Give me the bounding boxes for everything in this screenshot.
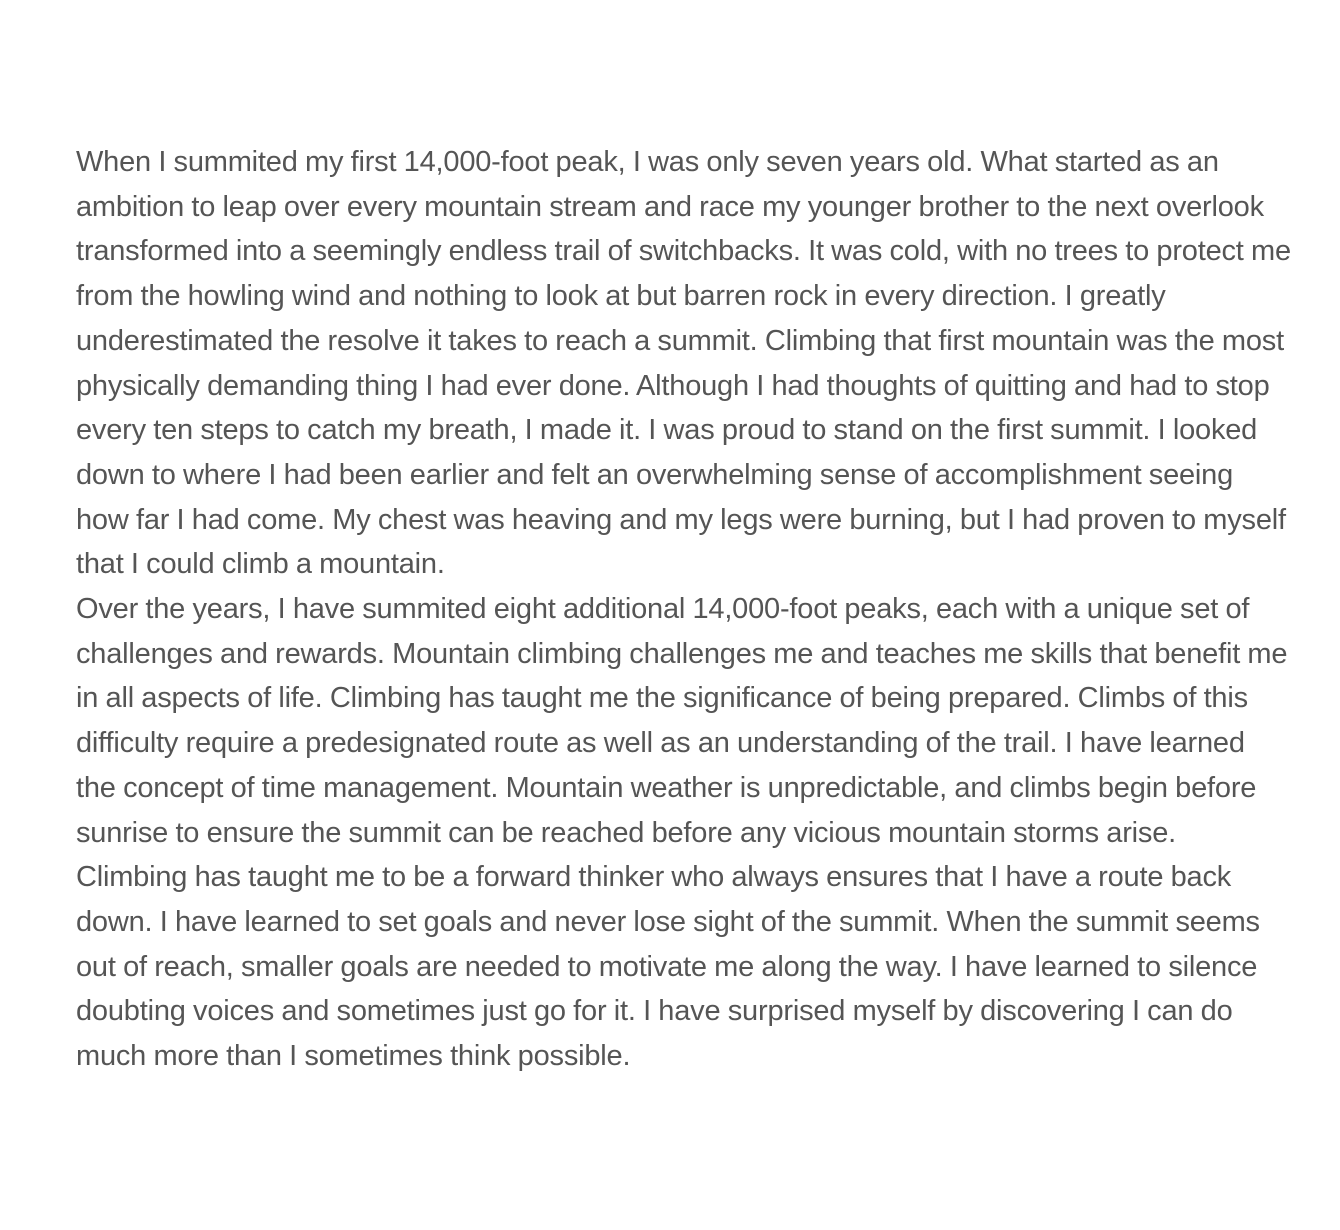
essay-paragraph: When I summited my first 14,000-foot peak, I was only seven years old. What started as an ambition to leap over every mountain stream and race my younger brother to the next overlook transformed into a seemingly endless trail of switchbacks. It was cold, with no trees to protect me from the howling wind and nothing to look at but barren rock in every direction. I greatly underestimated the resolve it takes to reach a summit. Climbing that first mountain was the most physically demanding thing I had ever done. Although I had thoughts of quitting and had to stop every ten steps to catch my breath, I made it. I was proud to stand on the first summit. I looked down to where I had been earlier and felt an overwhelming sense of accomplishment seeing how far I had come. My chest was heaving and my legs were burning, but I had proven to myself that I could climb a mountain.	[76, 146, 1291, 581]
essay-paragraph: Over the years, I have summited eight additional 14,000-foot peaks, each with a unique set of challenges and rewards. Mountain climbing challenges me and teaches me skills that benefit me in all aspects of life. Climbing has taught me the significance of being prepared. Climbs of this difficulty require a predesignated route as well as an understanding of the trail. I have learned the concept of time management. Mountain weather is unpredictable, and climbs begin before sunrise to ensure the summit can be reached before any vicious mountain storms arise. Climbing has taught me to be a forward thinker who always ensures that I have a route back down. I have learned to set goals and never lose sight of the summit. When the summit seems out of reach, smaller goals are needed to motivate me along the way. I have learned to silence doubting voices and sometimes just go for it. I have surprised myself by discovering I can do much more than I sometimes think possible.	[76, 593, 1288, 1073]
essay-body	[76, 140, 1291, 1079]
